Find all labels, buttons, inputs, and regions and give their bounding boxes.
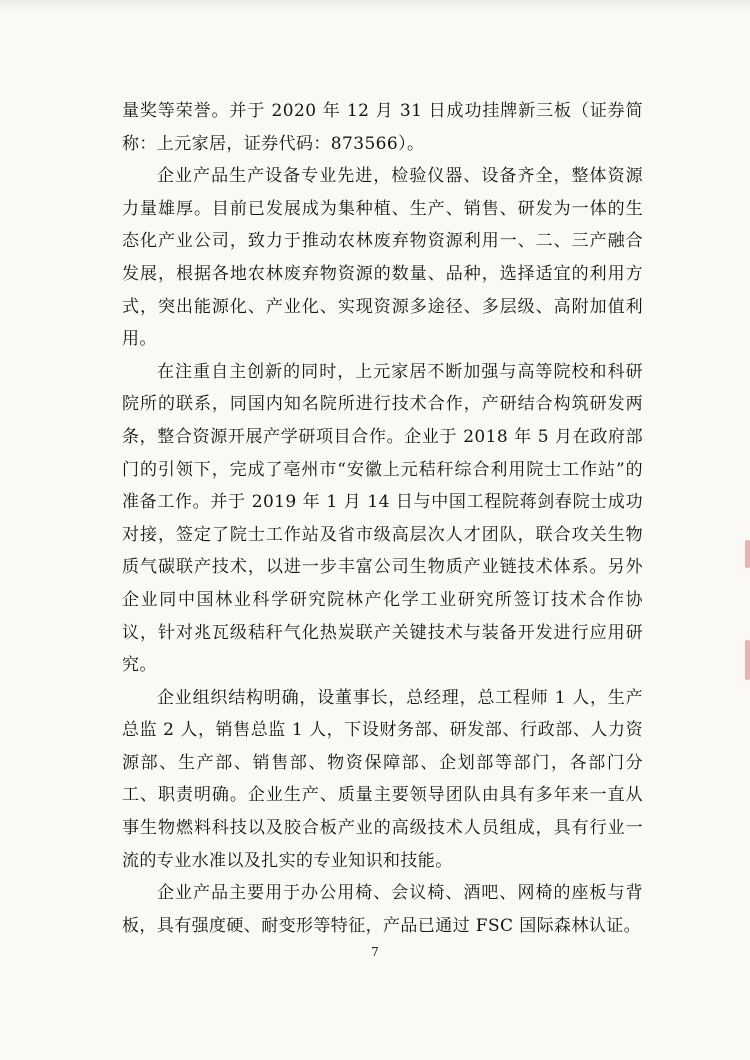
seal-edge-mark-upper: [745, 540, 750, 568]
seal-edge-mark-lower: [745, 640, 750, 680]
scan-edge-shadow: [0, 0, 750, 14]
paragraph-5: 企业产品主要用于办公用椅、会议椅、酒吧、网椅的座板与背板，具有强度硬、耐变形等特征，产品已通过 FSC 国际森林认证。: [122, 883, 643, 936]
paragraph-4: 企业组织结构明确，设董事长，总经理，总工程师 1 人，生产总监 2 人，销售总监 1 人，下设财务部、研发部、行政部、人力资源部、生产部、销售部、物资保障部、企划部等部门，各部门分工、职责明确。企业生产、质量主要领导团队由具有多年来一直从事生物燃料科技以及胶合板产业的高级技术人员组成，具有行业一流的专业水准以及扎实的专业知识和技能。: [122, 687, 643, 871]
body-text: [122, 95, 643, 942]
paragraph-1: 量奖等荣誉。并于 2020 年 12 月 31 日成功挂牌新三板（证券简称：上元家居，证券代码：873566）。: [122, 101, 643, 154]
paragraph-3: 在注重自主创新的同时，上元家居不断加强与高等院校和科研院所的联系，同国内知名院所进行技术合作，产研结合构筑研发两条，整合资源开展产学研项目合作。企业于 2018 年 5 月在政府部门的引领下，完成了亳州市“安徽上元秸秆综合利用院士工作站”的准备工作。并于 2019 年 1 月 14 日与中国工程院蒋剑春院士成功对接，签定了院士工作站及省市级高层次人才团队，联合攻关生物质气碳联产技术，以进一步丰富公司生物质产业链技术体系。另外企业同中国林业科学研究院林产化学工业研究所签订技术合作协议，针对兆瓦级秸秆气化热炭联产关键技术与装备开发进行应用研究。: [122, 361, 643, 676]
page-number: 7: [371, 945, 379, 959]
paragraph-2: 企业产品生产设备专业先进，检验仪器、设备齐全，整体资源力量雄厚。目前已发展成为集种植、生产、销售、研发为一体的生态化产业公司，致力于推动农林废弃物资源利用一、二、三产融合发展，根据各地农林废弃物资源的数量、品种，选择适宜的利用方式，突出能源化、产业化、实现资源多途径、多层级、高附加值利用。: [122, 166, 643, 350]
